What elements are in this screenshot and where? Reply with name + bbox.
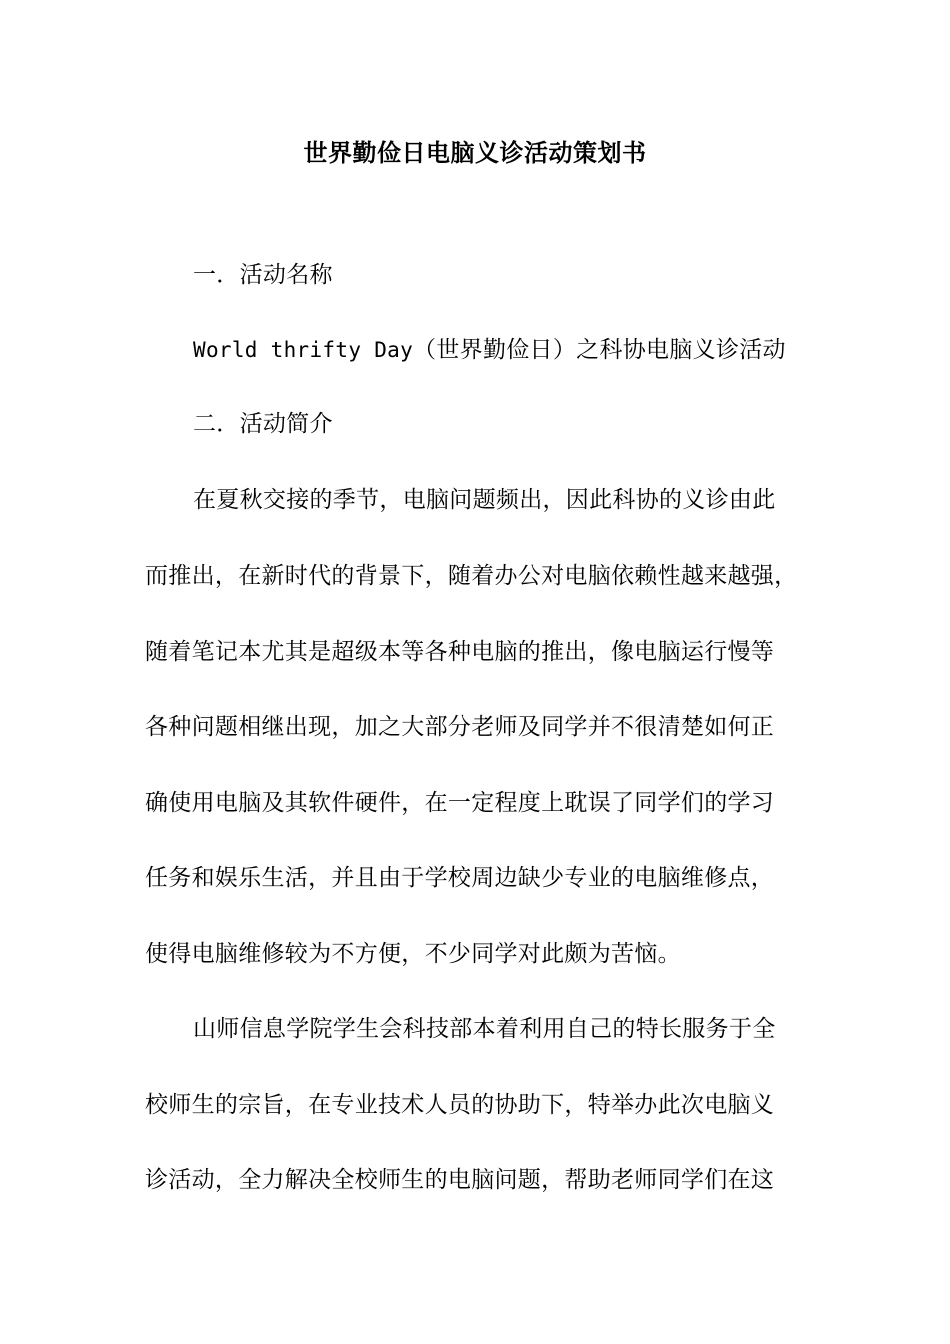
paragraph-line: 而推出，在新时代的背景下，随着办公对电脑依赖性越来越强， [145, 563, 798, 589]
activity-name-cjk: （世界勤俭日）之科协电脑义诊活动 [413, 337, 786, 363]
paragraph-line: 校师生的宗旨，在专业技术人员的协助下，特举办此次电脑义 [145, 1092, 775, 1118]
paragraph-line: 诊活动，全力解决全校师生的电脑问题，帮助老师同学们在这 [145, 1167, 775, 1193]
section-heading-activity-name: 一．活动名称 [193, 262, 333, 288]
activity-name-text [193, 330, 835, 370]
paragraph-line: 使得电脑维修较为不方便，不少同学对此颇为苦恼。 [145, 941, 681, 967]
document-title: 世界勤俭日电脑义诊活动策划书 [303, 138, 647, 167]
paragraph-line: 山师信息学院学生会科技部本着利用自己的特长服务于全 [193, 1016, 776, 1042]
paragraph-line: 在夏秋交接的季节，电脑问题频出，因此科协的义诊由此 [193, 487, 776, 513]
paragraph-line: 各种问题相继出现，加之大部分老师及同学并不很清楚如何正 [145, 714, 775, 740]
paragraph-line: 随着笔记本尤其是超级本等各种电脑的推出，像电脑运行慢等 [145, 639, 775, 665]
activity-name-latin: World thrifty Day [193, 338, 414, 362]
paragraph-line: 确使用电脑及其软件硬件，在一定程度上耽误了同学们的学习 [145, 790, 775, 816]
section-heading-activity-intro: 二．活动简介 [193, 411, 333, 437]
paragraph-line: 任务和娱乐生活，并且由于学校周边缺少专业的电脑维修点， [145, 865, 775, 891]
